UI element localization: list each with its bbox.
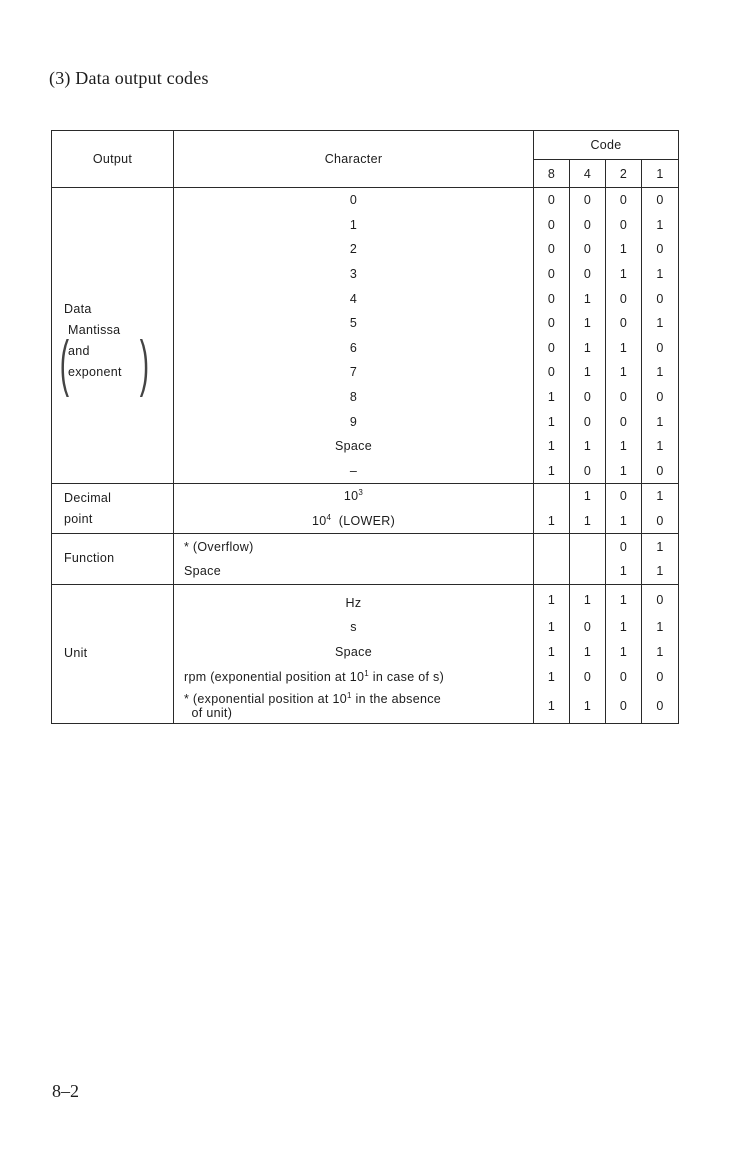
- character-cell: 3: [174, 262, 534, 287]
- bit-cell: 1: [642, 262, 679, 287]
- bit-cell: 0: [534, 237, 570, 262]
- bit-cell: 1: [534, 584, 570, 615]
- table-row: [52, 534, 679, 559]
- bit-cell: 0: [606, 213, 642, 238]
- header-output: Output: [52, 131, 174, 188]
- data-label: Data: [64, 301, 92, 316]
- bit-cell: 0: [534, 188, 570, 213]
- bit-cell: 1: [534, 689, 570, 724]
- bit-cell: [570, 559, 606, 584]
- table-row: [52, 188, 679, 213]
- bit-cell: 1: [642, 534, 679, 559]
- bit-cell: 1: [606, 237, 642, 262]
- bit-cell: 1: [642, 434, 679, 459]
- character-cell: Space: [174, 559, 534, 584]
- header-character: Character: [174, 131, 534, 188]
- bit-cell: 0: [570, 262, 606, 287]
- bit-cell: 0: [642, 664, 679, 689]
- bit-cell: 1: [534, 434, 570, 459]
- character-cell: –: [174, 459, 534, 484]
- bit-cell: 0: [534, 311, 570, 336]
- data-group: [52, 188, 679, 484]
- bit-cell: 1: [606, 336, 642, 361]
- bit-cell: 1: [570, 286, 606, 311]
- bit-cell: 1: [642, 213, 679, 238]
- header-bit-1: 1: [642, 160, 679, 188]
- character-cell: 6: [174, 336, 534, 361]
- bit-cell: 1: [570, 360, 606, 385]
- bit-cell: 0: [534, 286, 570, 311]
- character-cell: 1: [174, 213, 534, 238]
- bit-cell: 0: [606, 664, 642, 689]
- bit-cell: 0: [642, 385, 679, 410]
- character-cell: $10^3$: [174, 484, 534, 509]
- bit-cell: 1: [534, 409, 570, 434]
- character-cell: Space: [174, 434, 534, 459]
- bit-cell: 0: [642, 336, 679, 361]
- character-cell: Hz: [174, 584, 534, 615]
- bit-cell: 0: [534, 262, 570, 287]
- data-output-label: [52, 188, 174, 484]
- bit-cell: 1: [570, 509, 606, 534]
- bit-cell: 1: [606, 434, 642, 459]
- character-cell: 2: [174, 237, 534, 262]
- bit-cell: 0: [570, 459, 606, 484]
- bit-cell: 0: [606, 311, 642, 336]
- bit-cell: 1: [606, 459, 642, 484]
- bit-cell: 1: [534, 459, 570, 484]
- header-bit-4: 4: [570, 160, 606, 188]
- bit-cell: 0: [606, 188, 642, 213]
- bit-cell: 1: [570, 484, 606, 509]
- bit-cell: 0: [570, 615, 606, 640]
- bit-cell: 0: [606, 385, 642, 410]
- bit-cell: 0: [606, 286, 642, 311]
- character-cell: s: [174, 615, 534, 640]
- bit-cell: 1: [534, 640, 570, 665]
- bit-cell: 1: [606, 615, 642, 640]
- mantissa-label: Mantissa: [68, 322, 121, 337]
- bit-cell: 1: [606, 584, 642, 615]
- header-bit-8: 8: [534, 160, 570, 188]
- bit-cell: 0: [606, 409, 642, 434]
- bit-cell: [534, 534, 570, 559]
- function-group: [52, 534, 679, 584]
- bit-cell: 1: [642, 559, 679, 584]
- bit-cell: 0: [642, 286, 679, 311]
- bit-cell: [534, 559, 570, 584]
- bit-cell: 0: [642, 237, 679, 262]
- bit-cell: 1: [534, 509, 570, 534]
- bit-cell: 0: [606, 689, 642, 724]
- bit-cell: 0: [570, 188, 606, 213]
- bit-cell: 0: [570, 664, 606, 689]
- bit-cell: 1: [534, 385, 570, 410]
- character-cell: Space: [174, 640, 534, 665]
- bit-cell: 1: [606, 559, 642, 584]
- bit-cell: 1: [606, 360, 642, 385]
- bit-cell: 1: [570, 640, 606, 665]
- bit-cell: 0: [642, 509, 679, 534]
- right-bracket-icon: ): [139, 328, 150, 398]
- decimal-output-label: [52, 484, 174, 534]
- bit-cell: 1: [606, 262, 642, 287]
- bit-cell: 0: [606, 534, 642, 559]
- bit-cell: 0: [570, 237, 606, 262]
- bit-cell: 1: [570, 689, 606, 724]
- bit-cell: 0: [534, 213, 570, 238]
- section-heading: (3) Data output codes: [49, 68, 209, 88]
- point-label: point: [64, 511, 93, 526]
- bit-cell: 1: [642, 360, 679, 385]
- bit-cell: 1: [534, 615, 570, 640]
- bit-cell: 1: [570, 434, 606, 459]
- unit-group: [52, 584, 679, 723]
- unit-label: Unit: [52, 584, 174, 723]
- character-cell: 4: [174, 286, 534, 311]
- bit-cell: 1: [570, 311, 606, 336]
- bit-cell: 1: [642, 484, 679, 509]
- bit-cell: 0: [606, 484, 642, 509]
- bit-cell: 1: [642, 615, 679, 640]
- left-bracket-icon: (: [59, 328, 70, 398]
- bit-cell: 0: [642, 188, 679, 213]
- character-cell: 7: [174, 360, 534, 385]
- table-row: [52, 584, 679, 615]
- bit-cell: 1: [642, 409, 679, 434]
- bit-cell: 1: [606, 640, 642, 665]
- bit-cell: 1: [534, 664, 570, 689]
- function-label: Function: [52, 534, 174, 584]
- and-label: and: [68, 343, 90, 358]
- character-cell: * (exponential position at $10^1$ in the absence of unit): [174, 689, 534, 724]
- character-cell: 0: [174, 188, 534, 213]
- bit-cell: [534, 484, 570, 509]
- bit-cell: 0: [642, 459, 679, 484]
- bit-cell: 1: [642, 640, 679, 665]
- table-row: [52, 484, 679, 509]
- bit-cell: 0: [570, 409, 606, 434]
- bit-cell: 1: [570, 336, 606, 361]
- header-bit-2: 2: [606, 160, 642, 188]
- bit-cell: 1: [606, 509, 642, 534]
- data-output-codes-table: [51, 130, 679, 724]
- bit-cell: 0: [570, 385, 606, 410]
- bit-cell: 0: [570, 213, 606, 238]
- character-cell: 8: [174, 385, 534, 410]
- bit-cell: 0: [534, 360, 570, 385]
- exponent-label: exponent: [68, 364, 122, 379]
- bit-cell: 0: [642, 689, 679, 724]
- character-cell: rpm (exponential position at $10^1$ in case of s): [174, 664, 534, 689]
- bit-cell: 1: [642, 311, 679, 336]
- decimal-point-group: [52, 484, 679, 534]
- page-number: 8–2: [52, 1081, 79, 1101]
- bit-cell: 0: [642, 584, 679, 615]
- bit-cell: 1: [570, 584, 606, 615]
- bit-cell: [570, 534, 606, 559]
- decimal-label: Decimal: [64, 490, 112, 505]
- character-cell: * (Overflow): [174, 534, 534, 559]
- header-code: Code: [534, 131, 679, 160]
- character-cell: $10^4$ (LOWER): [174, 509, 534, 534]
- character-cell: 9: [174, 409, 534, 434]
- character-cell: 5: [174, 311, 534, 336]
- bit-cell: 0: [534, 336, 570, 361]
